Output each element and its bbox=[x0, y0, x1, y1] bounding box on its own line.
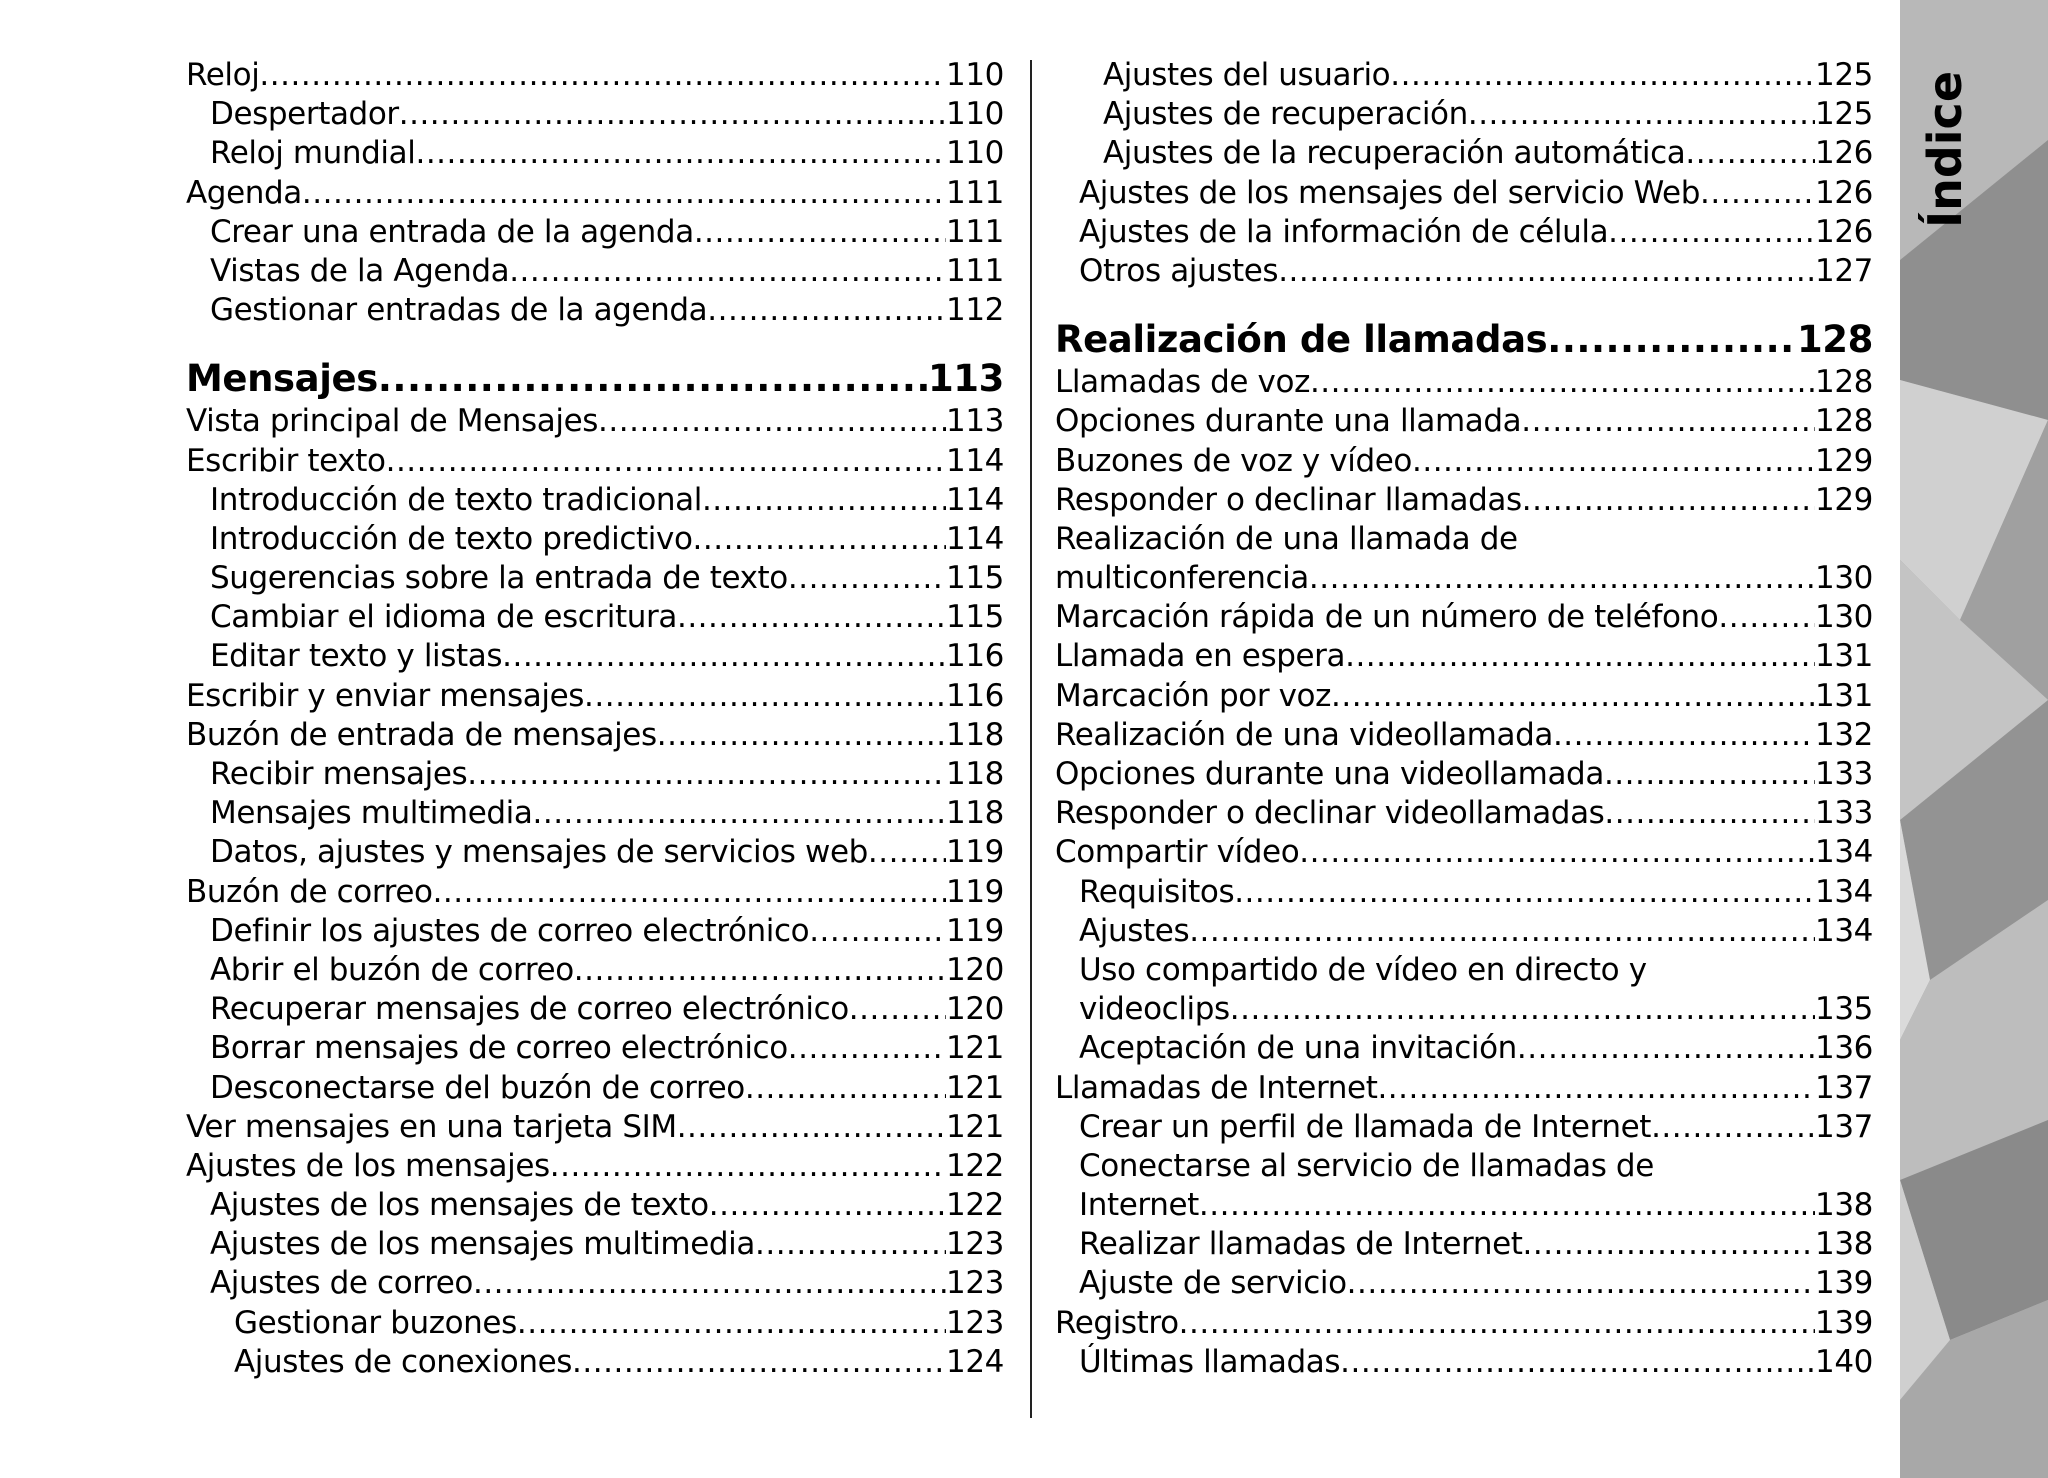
toc-entry[interactable] bbox=[186, 912, 1004, 951]
toc-entry-title: Ajustes de los mensajes bbox=[186, 1147, 550, 1184]
toc-entry[interactable] bbox=[186, 990, 1004, 1029]
toc-entry-title: Agenda bbox=[186, 174, 302, 211]
toc-entry[interactable] bbox=[1055, 794, 1873, 833]
dot-leader bbox=[533, 794, 947, 833]
toc-entry[interactable] bbox=[186, 1069, 1004, 1108]
toc-page-number: 125 bbox=[1815, 96, 1873, 133]
dot-leader bbox=[809, 912, 946, 951]
toc-entry-title: Sugerencias sobre la entrada de texto bbox=[210, 560, 788, 597]
toc-entry[interactable] bbox=[186, 134, 1004, 173]
toc-page-number: 129 bbox=[1815, 442, 1873, 479]
toc-page-number: 118 bbox=[946, 795, 1004, 832]
toc-page-number: 114 bbox=[946, 481, 1004, 518]
toc-entry-title: Crear una entrada de la agenda bbox=[210, 213, 694, 250]
toc-entry-line bbox=[1055, 1147, 1873, 1186]
toc-entry[interactable] bbox=[186, 951, 1004, 990]
toc-entry-title: Internet bbox=[1079, 1187, 1199, 1224]
toc-page-number: 134 bbox=[1815, 873, 1873, 910]
toc-entry-title: Ajustes de correo bbox=[210, 1265, 473, 1302]
dot-leader bbox=[467, 755, 946, 794]
dot-leader bbox=[584, 677, 946, 716]
dot-leader bbox=[1347, 1264, 1815, 1303]
dot-leader bbox=[550, 1147, 946, 1186]
toc-page-number: 120 bbox=[946, 991, 1004, 1028]
toc-page-number: 112 bbox=[946, 292, 1004, 329]
toc-page-number: 126 bbox=[1815, 135, 1873, 172]
toc-page-number: 137 bbox=[1815, 1108, 1873, 1145]
toc-page-number: 111 bbox=[946, 213, 1004, 250]
toc-entry[interactable] bbox=[1055, 402, 1873, 441]
dot-leader bbox=[1377, 1069, 1815, 1108]
dot-leader bbox=[386, 442, 946, 481]
dot-leader bbox=[502, 637, 946, 676]
dot-leader bbox=[302, 174, 946, 213]
toc-entry[interactable] bbox=[186, 1029, 1004, 1068]
toc-entry-title: Editar texto y listas bbox=[210, 638, 503, 675]
toc-entry-title: Responder o declinar llamadas bbox=[1055, 481, 1522, 518]
toc-entry-title: Buzón de entrada de mensajes bbox=[186, 716, 657, 753]
toc-entry[interactable] bbox=[186, 677, 1004, 716]
toc-entry-title: multiconferencia bbox=[1055, 560, 1309, 597]
toc-entry[interactable] bbox=[186, 252, 1004, 291]
toc-page-number: 125 bbox=[1815, 57, 1873, 93]
toc-page-number: 111 bbox=[946, 174, 1004, 211]
dot-leader bbox=[1523, 1225, 1816, 1264]
toc-entry-title: Marcación rápida de un número de teléfono bbox=[1055, 599, 1719, 636]
dot-leader bbox=[259, 56, 946, 95]
toc-page-number: 113 bbox=[946, 403, 1004, 440]
toc-entry-title: Opciones durante una llamada bbox=[1055, 403, 1522, 440]
dot-leader bbox=[788, 559, 946, 598]
toc-entry-title: Marcación por voz bbox=[1055, 677, 1331, 714]
toc-page-number: 110 bbox=[946, 135, 1004, 172]
toc-entry[interactable] bbox=[1055, 833, 1873, 872]
toc-entry-title: Realización de una videollamada bbox=[1055, 716, 1553, 753]
toc-page-number: 130 bbox=[1815, 599, 1873, 636]
toc-entry-title: Reloj mundial bbox=[210, 135, 416, 172]
toc-entry[interactable] bbox=[1055, 442, 1873, 481]
toc-entry[interactable] bbox=[1055, 677, 1873, 716]
toc-entry-title: videoclips bbox=[1079, 991, 1230, 1028]
toc-entry[interactable] bbox=[1055, 134, 1873, 173]
toc-page-number: 134 bbox=[1815, 912, 1873, 949]
toc-page-number: 132 bbox=[1815, 716, 1873, 753]
toc-page-number: 118 bbox=[946, 716, 1004, 753]
dot-leader bbox=[1340, 1343, 1815, 1382]
toc-entry[interactable] bbox=[186, 716, 1004, 755]
dot-leader bbox=[517, 1304, 946, 1343]
dot-leader bbox=[433, 873, 946, 912]
toc-entry[interactable] bbox=[1055, 1264, 1873, 1303]
dot-leader bbox=[1412, 442, 1815, 481]
toc-entry[interactable] bbox=[186, 442, 1004, 481]
toc-page-number: 115 bbox=[946, 599, 1004, 636]
toc-page-number: 136 bbox=[1815, 1030, 1873, 1067]
dot-leader bbox=[399, 95, 946, 134]
toc-page-number: 114 bbox=[946, 442, 1004, 479]
dot-leader bbox=[415, 134, 946, 173]
dot-leader bbox=[473, 1264, 946, 1303]
dot-leader bbox=[1553, 716, 1815, 755]
toc-entry[interactable] bbox=[1055, 252, 1873, 291]
dot-leader bbox=[1309, 559, 1815, 598]
toc-entry-title: Cambiar el idioma de escritura bbox=[210, 599, 677, 636]
toc-entry-title: Vistas de la Agenda bbox=[210, 252, 510, 289]
toc-entry-title: Ver mensajes en una tarjeta SIM bbox=[186, 1108, 677, 1145]
toc-entry[interactable] bbox=[186, 1225, 1004, 1264]
dot-leader bbox=[1521, 402, 1815, 441]
toc-page-number: 126 bbox=[1815, 174, 1873, 211]
dot-leader bbox=[509, 252, 946, 291]
toc-entry[interactable] bbox=[1055, 1304, 1873, 1343]
dot-leader bbox=[574, 951, 946, 990]
toc-entry-title: Conectarse al servicio de llamadas de bbox=[1079, 1147, 1654, 1184]
toc-entry[interactable] bbox=[186, 1304, 1004, 1343]
toc-entry-title: Registro bbox=[1055, 1304, 1179, 1341]
toc-entry[interactable] bbox=[1055, 1029, 1873, 1068]
dot-leader bbox=[572, 1343, 946, 1382]
toc-entry-title: Ajustes de la recuperación automática bbox=[1103, 135, 1686, 172]
toc-entry[interactable] bbox=[1055, 990, 1873, 1029]
toc-entry[interactable] bbox=[186, 873, 1004, 912]
toc-entry[interactable] bbox=[1055, 95, 1873, 134]
toc-page-number: 121 bbox=[946, 1030, 1004, 1067]
dot-leader bbox=[745, 1069, 946, 1108]
toc-entry[interactable] bbox=[1055, 1069, 1873, 1108]
dot-leader bbox=[1517, 1029, 1815, 1068]
toc-entry[interactable] bbox=[186, 559, 1004, 598]
toc-entry[interactable] bbox=[186, 637, 1004, 676]
dot-leader bbox=[1522, 481, 1815, 520]
toc-page-number: 110 bbox=[946, 57, 1004, 93]
toc-entry-title: Gestionar entradas de la agenda bbox=[210, 292, 708, 329]
toc-page-number: 133 bbox=[1815, 756, 1873, 792]
toc-page-number: 135 bbox=[1815, 991, 1873, 1028]
toc-page-number: 121 bbox=[946, 1069, 1004, 1106]
toc-entry-title: Ajuste de servicio bbox=[1079, 1265, 1347, 1302]
toc-entry-title: Realizar llamadas de Internet bbox=[1079, 1226, 1523, 1263]
toc-page-number: 116 bbox=[946, 638, 1004, 675]
toc-entry-title: Ajustes de conexiones bbox=[234, 1343, 573, 1380]
toc-entry-title: Llamadas de voz bbox=[1055, 364, 1310, 401]
toc-entry[interactable] bbox=[1055, 481, 1873, 520]
toc-page-number: 119 bbox=[946, 912, 1004, 949]
toc-entry-title: Mensajes multimedia bbox=[210, 795, 533, 832]
dot-leader bbox=[1651, 1108, 1815, 1147]
toc-section-heading[interactable] bbox=[186, 356, 1004, 402]
toc-entry[interactable] bbox=[186, 1108, 1004, 1147]
toc-page-number: 116 bbox=[946, 677, 1004, 714]
toc-entry[interactable] bbox=[1055, 598, 1873, 637]
toc-entry[interactable] bbox=[186, 1264, 1004, 1303]
toc-entry-title: Responder o declinar videollamadas bbox=[1055, 795, 1605, 832]
dot-leader bbox=[1234, 873, 1815, 912]
toc-entry-title: Ajustes de los mensajes multimedia bbox=[210, 1226, 755, 1263]
dot-leader bbox=[709, 1186, 946, 1225]
toc-page-number: 137 bbox=[1815, 1069, 1873, 1106]
side-tab-label bbox=[1918, 58, 1978, 228]
dot-leader bbox=[1468, 95, 1815, 134]
toc-page-number: 131 bbox=[1815, 677, 1873, 714]
toc-entry-title: Escribir texto bbox=[186, 442, 386, 479]
dot-leader bbox=[868, 833, 946, 872]
toc-entry[interactable] bbox=[186, 402, 1004, 441]
toc-entry[interactable] bbox=[186, 794, 1004, 833]
toc-entry[interactable] bbox=[1055, 1343, 1873, 1382]
dot-leader bbox=[849, 990, 946, 1029]
toc-entry[interactable] bbox=[186, 174, 1004, 213]
toc-page-number: 119 bbox=[946, 873, 1004, 910]
toc-entry-title: Opciones durante una videollamada bbox=[1055, 756, 1604, 792]
toc-entry-title: Introducción de texto predictivo bbox=[210, 520, 693, 557]
column-divider bbox=[1030, 60, 1032, 1418]
toc-entry-title: Reloj bbox=[186, 57, 260, 93]
toc-page-number: 129 bbox=[1815, 481, 1873, 518]
toc-left-column bbox=[186, 56, 1004, 1382]
toc-entry-title: Mensajes bbox=[186, 357, 378, 401]
dot-leader bbox=[598, 402, 946, 441]
toc-entry[interactable] bbox=[186, 520, 1004, 559]
toc-entry[interactable] bbox=[186, 481, 1004, 520]
toc-entry-title: Vista principal de Mensajes bbox=[186, 403, 599, 440]
dot-leader bbox=[1230, 990, 1815, 1029]
dot-leader bbox=[1685, 134, 1815, 173]
toc-page-number: 122 bbox=[946, 1187, 1004, 1224]
dot-leader bbox=[1199, 1186, 1815, 1225]
toc-page-number: 127 bbox=[1815, 252, 1873, 289]
toc-entry-title: Realización de una llamada de bbox=[1055, 520, 1518, 557]
toc-entry[interactable] bbox=[186, 1147, 1004, 1186]
toc-entry[interactable] bbox=[1055, 716, 1873, 755]
toc-entry-title: Recibir mensajes bbox=[210, 756, 468, 792]
toc-entry[interactable] bbox=[186, 213, 1004, 252]
toc-entry[interactable] bbox=[186, 56, 1004, 95]
toc-entry[interactable] bbox=[1055, 637, 1873, 676]
dot-leader bbox=[1331, 677, 1815, 716]
dot-leader bbox=[1345, 637, 1815, 676]
toc-section-heading[interactable] bbox=[1055, 317, 1873, 363]
toc-page-number: 123 bbox=[946, 1226, 1004, 1263]
toc-entry[interactable] bbox=[1055, 912, 1873, 951]
toc-entry[interactable] bbox=[1055, 56, 1873, 95]
dot-leader bbox=[1608, 213, 1815, 252]
toc-entry[interactable] bbox=[186, 1343, 1004, 1382]
toc-page-number: 121 bbox=[946, 1108, 1004, 1145]
toc-entry[interactable] bbox=[186, 598, 1004, 637]
toc-entry-title: Ajustes bbox=[1079, 912, 1190, 949]
dot-leader bbox=[755, 1225, 946, 1264]
dot-leader bbox=[694, 213, 946, 252]
toc-entry-title: Introducción de texto tradicional bbox=[210, 481, 702, 518]
dot-leader bbox=[693, 520, 947, 559]
toc-entry[interactable] bbox=[1055, 559, 1873, 598]
toc-page-number: 133 bbox=[1815, 795, 1873, 832]
toc-entry-line bbox=[1055, 951, 1873, 990]
dot-leader bbox=[1189, 912, 1815, 951]
dot-leader bbox=[1718, 598, 1815, 637]
toc-entry-title: Aceptación de una invitación bbox=[1079, 1030, 1517, 1067]
toc-entry[interactable] bbox=[186, 833, 1004, 872]
dot-leader bbox=[677, 1108, 946, 1147]
toc-page-number: 115 bbox=[946, 560, 1004, 597]
toc-entry-title: Llamada en espera bbox=[1055, 638, 1346, 675]
dot-leader bbox=[788, 1029, 946, 1068]
dot-leader bbox=[1310, 363, 1815, 402]
toc-entry-title: Gestionar buzones bbox=[234, 1304, 517, 1341]
toc-page-number: 138 bbox=[1815, 1226, 1873, 1263]
dot-leader bbox=[1390, 56, 1815, 95]
toc-entry[interactable] bbox=[1055, 213, 1873, 252]
toc-page-number: 123 bbox=[946, 1304, 1004, 1341]
toc-entry-line bbox=[1055, 520, 1873, 559]
toc-entry-title: Definir los ajustes de correo electrónico bbox=[210, 912, 810, 949]
toc-page-number: 118 bbox=[946, 756, 1004, 792]
dot-leader bbox=[1700, 174, 1815, 213]
dot-leader bbox=[378, 356, 928, 402]
toc-entry[interactable] bbox=[186, 755, 1004, 794]
toc-entry-title: Realización de llamadas bbox=[1055, 318, 1548, 362]
toc-entry-title: Compartir vídeo bbox=[1055, 834, 1300, 871]
toc-entry-title: Ajustes de los mensajes del servicio Web bbox=[1079, 174, 1700, 211]
dot-leader bbox=[1547, 317, 1797, 363]
toc-entry-title: Ajustes de la información de célula bbox=[1079, 213, 1609, 250]
toc-page-number: 119 bbox=[946, 834, 1004, 871]
dot-leader bbox=[1299, 833, 1815, 872]
toc-entry-title: Otros ajustes bbox=[1079, 252, 1279, 289]
toc-entry-title: Crear un perfil de llamada de Internet bbox=[1079, 1108, 1652, 1145]
toc-entry[interactable] bbox=[1055, 755, 1873, 794]
toc-entry[interactable] bbox=[186, 95, 1004, 134]
side-tab-text: Índice bbox=[1918, 70, 1972, 228]
toc-page-number: 130 bbox=[1815, 560, 1873, 597]
toc-page-number: 114 bbox=[946, 520, 1004, 557]
toc-entry-title: Ajustes del usuario bbox=[1103, 57, 1391, 93]
toc-entry-title: Últimas llamadas bbox=[1079, 1343, 1341, 1380]
toc-page-number: 128 bbox=[1815, 403, 1873, 440]
toc-page-number: 126 bbox=[1815, 213, 1873, 250]
toc-page-number: 122 bbox=[946, 1147, 1004, 1184]
toc-entry-title: Requisitos bbox=[1079, 873, 1235, 910]
toc-entry-title: Desconectarse del buzón de correo bbox=[210, 1069, 745, 1106]
dot-leader bbox=[1604, 794, 1815, 833]
toc-entry[interactable] bbox=[1055, 174, 1873, 213]
toc-page-number: 124 bbox=[946, 1343, 1004, 1380]
toc-entry[interactable] bbox=[1055, 1225, 1873, 1264]
toc-entry-title: Buzones de voz y vídeo bbox=[1055, 442, 1412, 479]
toc-page-number: 120 bbox=[946, 951, 1004, 988]
toc-page-number: 123 bbox=[946, 1265, 1004, 1302]
toc-entry-title: Llamadas de Internet bbox=[1055, 1069, 1378, 1106]
dot-leader bbox=[702, 481, 946, 520]
toc-entry-title: Ajustes de recuperación bbox=[1103, 96, 1468, 133]
toc-entry[interactable] bbox=[1055, 873, 1873, 912]
toc-entry-title: Borrar mensajes de correo electrónico bbox=[210, 1030, 788, 1067]
toc-page-number: 128 bbox=[1796, 318, 1873, 362]
dot-leader bbox=[1604, 755, 1815, 794]
toc-page-number: 128 bbox=[1815, 364, 1873, 401]
toc-entry[interactable] bbox=[186, 1186, 1004, 1225]
toc-entry-title: Abrir el buzón de correo bbox=[210, 951, 574, 988]
toc-right-column bbox=[1055, 56, 1873, 1382]
toc-entry-title: Buzón de correo bbox=[186, 873, 433, 910]
toc-page-number: 131 bbox=[1815, 638, 1873, 675]
toc-page-number: 139 bbox=[1815, 1304, 1873, 1341]
dot-leader bbox=[1278, 252, 1815, 291]
toc-entry[interactable] bbox=[1055, 363, 1873, 402]
dot-leader bbox=[657, 716, 946, 755]
toc-page-number: 134 bbox=[1815, 834, 1873, 871]
toc-entry-title: Datos, ajustes y mensajes de servicios web bbox=[210, 834, 868, 871]
toc-entry-title: Ajustes de los mensajes de texto bbox=[210, 1187, 709, 1224]
toc-page-number: 110 bbox=[946, 96, 1004, 133]
toc-entry-title: Escribir y enviar mensajes bbox=[186, 677, 585, 714]
toc-entry-title: Despertador bbox=[210, 96, 399, 133]
toc-entry[interactable] bbox=[1055, 1186, 1873, 1225]
toc-entry-title: Uso compartido de vídeo en directo y bbox=[1079, 951, 1647, 988]
dot-leader bbox=[707, 291, 946, 330]
dot-leader bbox=[677, 598, 946, 637]
toc-page-number: 138 bbox=[1815, 1187, 1873, 1224]
toc-page-number: 111 bbox=[946, 252, 1004, 289]
toc-page-number: 140 bbox=[1815, 1343, 1873, 1380]
toc-entry[interactable] bbox=[186, 291, 1004, 330]
toc-page-number: 113 bbox=[927, 357, 1004, 401]
toc-entry-title: Recuperar mensajes de correo electrónico bbox=[210, 991, 849, 1028]
toc-entry[interactable] bbox=[1055, 1108, 1873, 1147]
toc-page-number: 139 bbox=[1815, 1265, 1873, 1302]
dot-leader bbox=[1179, 1304, 1815, 1343]
